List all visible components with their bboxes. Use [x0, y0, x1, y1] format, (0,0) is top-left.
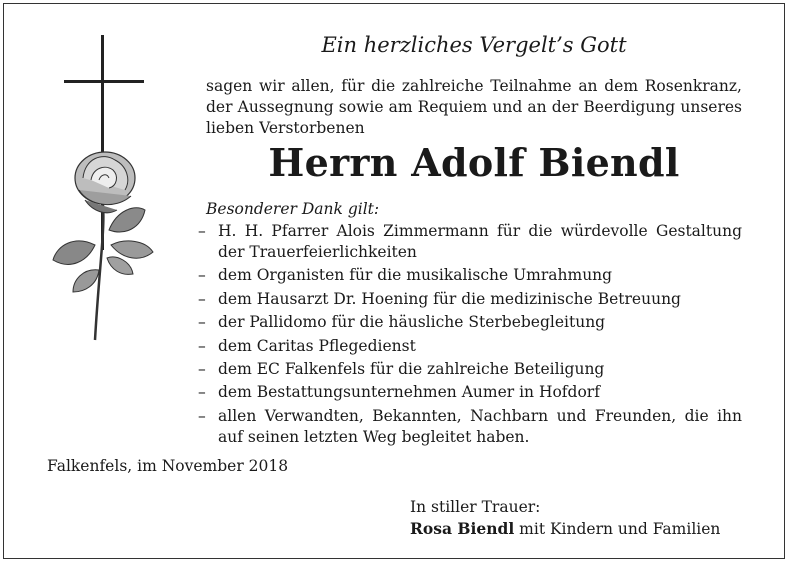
list-item: – dem Caritas Pflegedienst [190, 336, 742, 357]
mourners-rest: mit Kindern und Familien [514, 520, 721, 538]
cross-rose-icon [45, 30, 175, 350]
intro-text: sagen wir allen, für die zahlreiche Teilnahme an dem Rosenkranz, der Aussegnung sowie am Requiem und an der Beerdigung unseres lieben Verstorbenen [206, 77, 742, 137]
list-item: – H. H. Pfarrer Alois Zimmermann für die würdevolle Gestaltung der Trauerfeierlichkeiten [190, 221, 742, 263]
list-item: – dem EC Falkenfels für die zahlreiche Beteiligung [190, 359, 742, 380]
list-item: – dem Hausarzt Dr. Hoening für die medizinische Betreuung [190, 289, 742, 310]
mourners-line [410, 518, 720, 540]
heading: Ein herzliches Vergelt’s Gott [321, 33, 627, 57]
mourners-block [410, 497, 720, 540]
deceased-name: Herrn Adolf Biendl [268, 140, 680, 185]
list-item: – dem Bestattungsunternehmen Aumer in Hofdorf [190, 382, 742, 403]
thanks-list [190, 221, 742, 450]
mourners-label: In stiller Trauer: [410, 498, 541, 516]
thanks-title: Besonderer Dank gilt: [206, 200, 380, 218]
mourners-name: Rosa Biendl [410, 519, 515, 538]
place-date: Falkenfels, im November 2018 [47, 457, 289, 475]
list-item: – allen Verwandten, Bekannten, Nachbarn und Freunden, die ihn auf seinen letzten Weg begleitet haben. [190, 406, 742, 448]
list-item: – dem Organisten für die musikalische Umrahmung [190, 265, 742, 286]
list-item: – der Pallidomo für die häusliche Sterbebegleitung [190, 312, 742, 333]
